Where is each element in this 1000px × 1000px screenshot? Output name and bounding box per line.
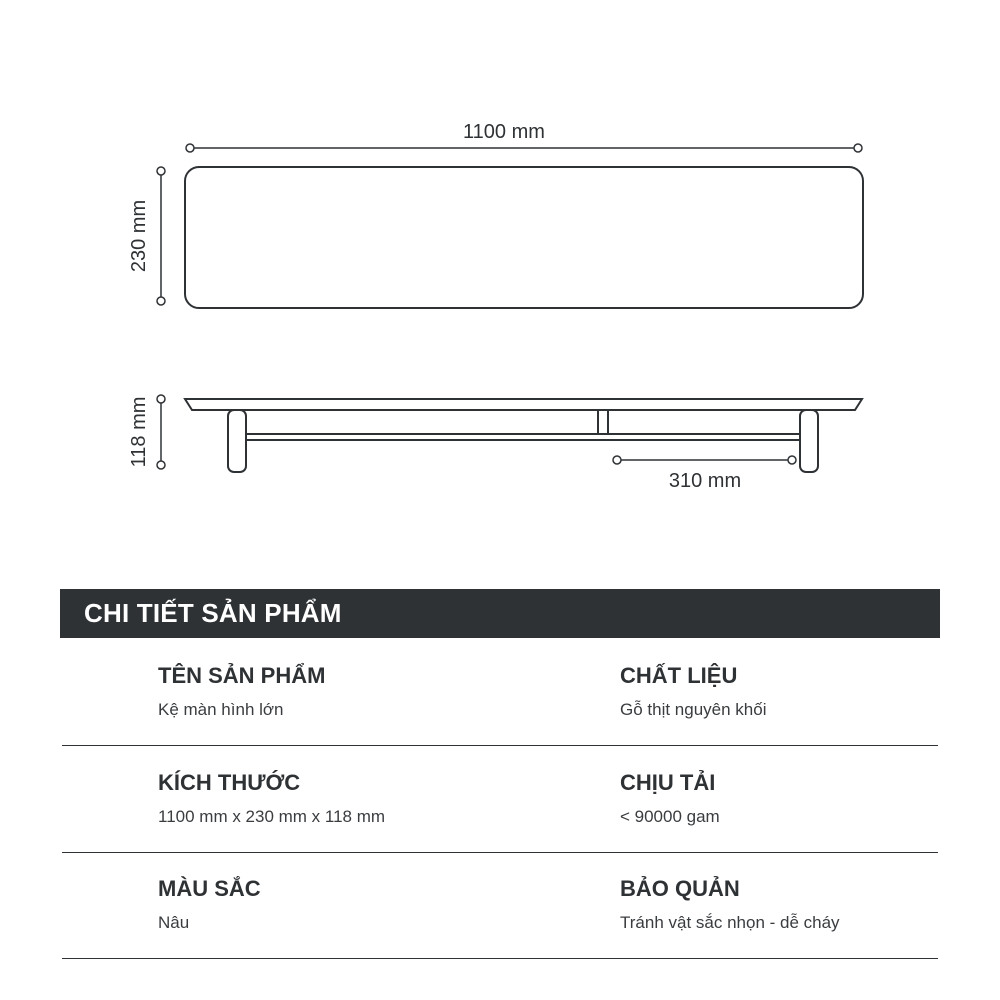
spec-label: CHẤT LIỆU [620,663,738,688]
spec-label: TÊN SẢN PHẨM [158,663,326,688]
spec-label: MÀU SẮC [158,876,261,901]
shelf-side-view [185,399,862,472]
details-header-banner [60,589,940,638]
spec-label: CHỊU TẢI [620,770,716,795]
spec-value: Gỗ thịt nguyên khối [620,700,767,719]
spec-value: Tránh vật sắc nhọn - dễ cháy [620,913,840,932]
spec-value: Kệ màn hình lớn [158,700,284,719]
height-label: 118 mm [128,396,150,468]
height-dimension [128,395,165,469]
spec-row [62,746,938,853]
spec-value: 1100 mm x 230 mm x 118 mm [158,807,386,826]
details-title: CHI TIẾT SẢN PHẨM [84,598,342,628]
leg-spacing-label: 310 mm [668,470,742,492]
spec-label: BẢO QUẢN [620,876,740,901]
width-label: 1100 mm [463,121,545,143]
shelf-top-view [185,167,863,308]
width-dimension [186,121,862,152]
spec-value: Nâu [158,913,190,932]
spec-row [62,639,938,746]
spec-value: < 90000 gam [620,807,720,826]
depth-dimension [128,167,165,305]
leg-spacing-dimension [613,456,796,492]
depth-label: 230 mm [128,199,150,273]
spec-label: KÍCH THƯỚC [158,770,301,795]
spec-row [62,852,938,959]
